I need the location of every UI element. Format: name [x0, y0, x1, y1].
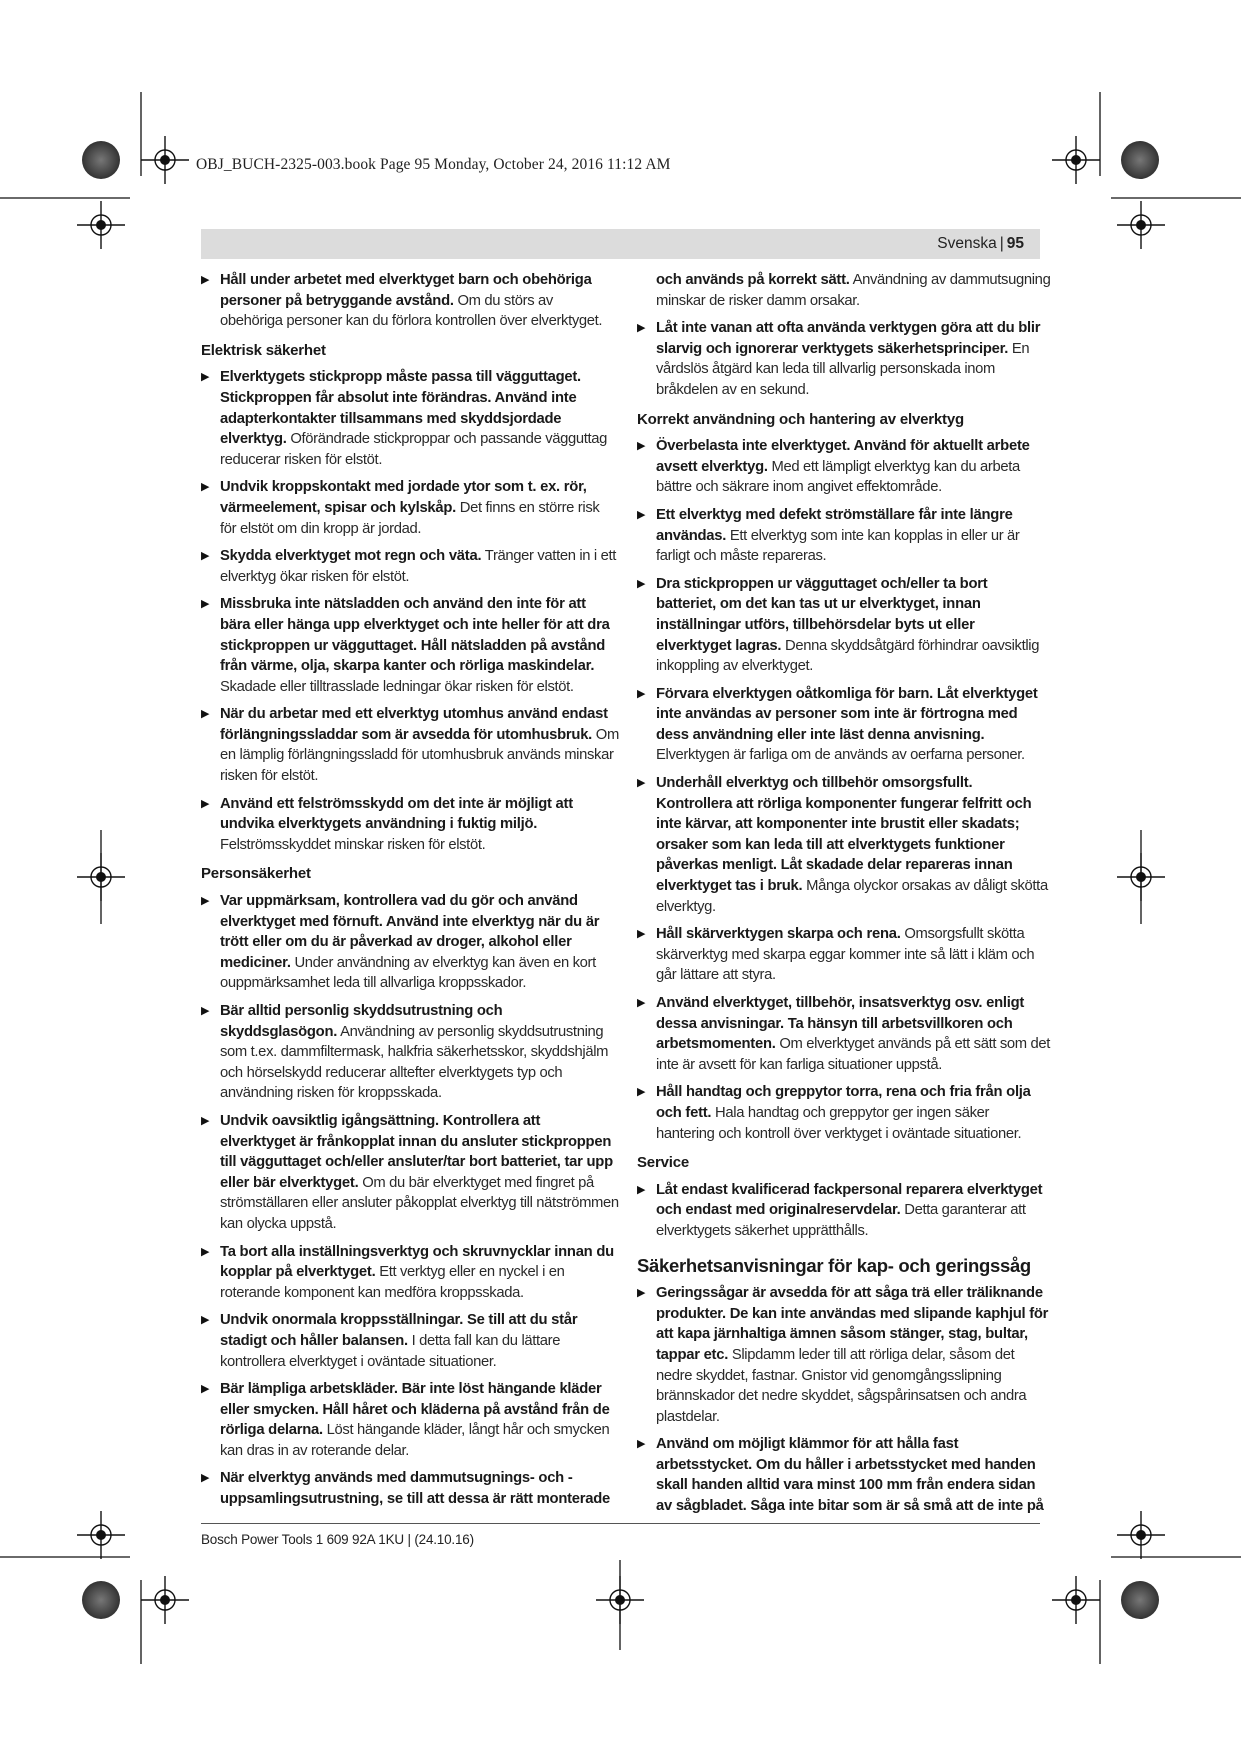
list-item: [201, 1310, 619, 1372]
section-heading: Elektrisk säkerhet: [201, 341, 326, 359]
list-item: [637, 436, 1051, 498]
list-item: [201, 594, 619, 697]
item-text: Omsorgsfullt skötta skärverktyg med skarpa eggar kommer inte så lätt i kläm och går lättare att styra.: [656, 926, 1035, 984]
triangle-right-icon: ▶: [201, 708, 210, 721]
item-bold: Överbelasta inte elverktyget. Använd för aktuellt arbete avsett elverktyg.: [656, 438, 1030, 475]
item-bold: Förvara elverktygen oåtkomliga för barn. Låt elverktyget inte användas av personer som inte är förtrogna med dess användning eller inte läst denna anvisning.: [656, 685, 1038, 743]
list-item: [201, 1111, 619, 1235]
crosshair-registration-icon: [1052, 136, 1100, 184]
crosshair-registration-icon: [77, 201, 125, 249]
item-bold: Underhåll elverktyg och tillbehör omsorgsfullt. Kontrollera att rörliga komponenter fungerar felfritt och inte kärvar, att komponenter inte brustit eller skadats; orsaker som kan leda till att elverktygets funktioner påverkas menligt. Låt skadade delar repareras innan elverktyget tas i bruk.: [656, 775, 1032, 895]
list-item: [637, 924, 1051, 986]
triangle-right-icon: ▶: [201, 598, 210, 611]
item-text: En vårdslös åtgärd kan leda till allvarlig personskada inom bråkdelen av en sekund.: [656, 340, 1030, 398]
item-bold: Undvik kroppskontakt med jordade ytor som t. ex. rör, värmeelement, spisar och kylskåp.: [220, 479, 587, 516]
right-column: [637, 270, 1051, 1524]
triangle-right-icon: ▶: [637, 777, 646, 790]
triangle-right-icon: ▶: [637, 1438, 646, 1451]
list-item: [201, 1242, 619, 1304]
triangle-right-icon: ▶: [201, 797, 210, 810]
item-bold: Låt endast kvalificerad fackpersonal reparera elverktyget och endast med originalreservdelar.: [656, 1181, 1043, 1219]
section-title: Säkerhetsanvisningar för kap- och geringssåg: [637, 1254, 1031, 1276]
list-item: [201, 477, 619, 539]
list-item: [637, 574, 1051, 677]
triangle-right-icon: ▶: [637, 1287, 646, 1300]
item-bold: Undvik oavsiktlig igångsättning. Kontrollera att elverktyget är frånkopplat innan du ansluter stickproppen till vägguttaget och/eller ansluter/tar bort batteriet, tar upp eller bär elverktyget.: [220, 1112, 613, 1191]
halftone-dot-icon: [82, 141, 120, 179]
page-number: 95: [1006, 235, 1024, 252]
item-bold: När elverktyg används med dammutsugnings- och -uppsamlingsutrustning, se till att dessa är rätt monterade: [220, 1470, 611, 1508]
item-text: Under användning av elverktyg kan även en kort ouppmärksamhet leda till allvarliga kroppsskador.: [220, 954, 596, 992]
item-text: Användning av dammutsugning minskar de risker damm orsakar.: [656, 272, 1051, 309]
triangle-right-icon: ▶: [201, 1472, 210, 1485]
item-text: Oförändrade stickproppar och passande vägguttag reducerar risken för elstöt.: [220, 431, 608, 468]
crosshair-registration-icon: [77, 1511, 125, 1559]
item-bold: och används på korrekt sätt.: [656, 272, 850, 288]
item-text: Många olyckor orsakas av dåligt skötta elverktyg.: [656, 878, 1048, 915]
triangle-right-icon: ▶: [201, 550, 210, 563]
triangle-right-icon: ▶: [201, 1383, 210, 1396]
item-text: Om en lämplig förlängningssladd för utomhusbruk används minskar risken för elstöt.: [220, 726, 619, 785]
list-item: [637, 1283, 1051, 1427]
item-text: Om du störs av obehöriga personer kan du förlora kontrollen över elverktyget.: [220, 292, 603, 330]
list-item: [201, 1379, 619, 1461]
item-text: Det finns en större risk för elstöt om din kropp är jordad.: [220, 499, 600, 537]
list-item: [637, 1180, 1051, 1242]
item-bold: Använd elverktyget, tillbehör, insatsverktyg osv. enligt dessa anvisningar. Ta hänsyn till arbetsvillkoren och arbetsmomenten.: [656, 995, 1025, 1053]
item-text: Löst hängande kläder, långt hår och smycken kan dras in av roterande delar.: [220, 1422, 610, 1459]
list-item: [201, 1001, 619, 1104]
intro-item: [201, 270, 619, 332]
crosshair-registration-icon: [141, 136, 189, 184]
section-heading: Korrekt användning och hantering av elverktyg: [637, 410, 964, 428]
item-bold: Håll skärverktygen skarpa och rena.: [656, 926, 901, 943]
item-bold: Skydda elverktyget mot regn och väta.: [220, 548, 482, 565]
item-bold: Låt inte vanan att ofta använda verktygen göra att du blir slarvig och ignorerar verktygets säkerhetsprinciper.: [656, 320, 1041, 357]
item-text: Felströmsskyddet minskar risken för elstöt.: [220, 836, 486, 853]
list-item: [201, 891, 619, 994]
triangle-right-icon: ▶: [637, 1086, 646, 1099]
item-bold: Håll under arbetet med elverktyget barn och obehöriga personer på betryggande avstånd.: [220, 272, 592, 309]
item-text: Om du bär elverktyget med fingret på strömställaren eller ansluter påkopplat elverktyg till nätströmmen kan olycka uppstå.: [220, 1174, 619, 1232]
crosshair-registration-icon: [1117, 201, 1165, 249]
triangle-right-icon: ▶: [637, 1183, 646, 1196]
triangle-right-icon: ▶: [637, 687, 646, 700]
triangle-right-icon: ▶: [637, 997, 646, 1009]
list-item: [637, 505, 1051, 567]
item-bold: Ta bort alla inställningsverktyg och skruvnycklar innan du kopplar på elverktyget.: [220, 1243, 614, 1281]
left-column: [201, 270, 619, 1517]
triangle-right-icon: ▶: [201, 371, 210, 384]
list-item: [201, 704, 619, 786]
item-bold: Håll handtag och greppytor torra, rena och fria från olja och fett.: [656, 1084, 1031, 1121]
item-text: Ett verktyg eller en nyckel i en roterande komponent kan medföra kroppsskada.: [220, 1264, 565, 1301]
item-text: Tränger vatten in i ett elverktyg ökar risken för elstöt.: [220, 548, 617, 585]
triangle-right-icon: ▶: [201, 1005, 210, 1017]
list-item: [637, 318, 1051, 400]
item-text: Elverktygen är farliga om de används av oerfarna personer.: [656, 747, 1025, 764]
triangle-right-icon: ▶: [637, 577, 646, 590]
halftone-dot-icon: [1121, 1581, 1159, 1619]
triangle-right-icon: ▶: [637, 928, 646, 941]
list-item: [637, 773, 1051, 917]
print-slug: OBJ_BUCH-2325-003.book Page 95 Monday, October 24, 2016 11:12 AM: [196, 156, 671, 173]
list-item: [637, 1434, 1051, 1516]
header-separator: |: [999, 235, 1004, 252]
item-bold: Använd om möjligt klämmor för att hålla fast arbetsstycket. Om du håller i arbetsstycket med handen skall handen alltid vara minst 100 mm från endera sidan av sågbladet. Såga inte bitar som är så små att de inte på: [656, 1436, 1044, 1515]
footer-divider: [201, 1523, 1040, 1524]
triangle-right-icon: ▶: [201, 1114, 210, 1127]
list-item: [201, 367, 619, 470]
section-heading: Personsäkerhet: [201, 865, 311, 883]
item-bold: Elverktygets stickpropp måste passa till vägguttaget. Stickproppen får absolut inte förändras. Använd inte adapterkontakter tillsammans med skyddsjordade elverktyg.: [220, 369, 581, 448]
list-item: [201, 794, 619, 856]
item-text: Med ett lämpligt elverktyg kan du arbeta bättre och säkrare inom angivet effektområde.: [656, 458, 1020, 496]
triangle-right-icon: ▶: [637, 440, 646, 453]
item-bold: Bär lämpliga arbetskläder. Bär inte löst hängande kläder eller smycken. Håll håret och kläderna på avstånd från de rörliga delarna.: [220, 1381, 610, 1439]
item-bold: Geringssågar är avsedda för att såga trä eller träliknande produkter. De kan inte användas med slipande kaphjul för att kapa järnhaltiga ämnen såsom stänger, stag, bultar, tappar etc.: [656, 1285, 1049, 1363]
triangle-right-icon: ▶: [637, 508, 646, 521]
triangle-right-icon: ▶: [201, 895, 210, 908]
item-bold: Undvik onormala kroppsställningar. Se till att du står stadigt och håller balansen.: [220, 1312, 578, 1349]
item-text: Slipdamm leder till att rörliga delar, såsom det nedre skyddet, fastnar. Gnistor vid genomgångsslipning brännskador det nedre skyddet, sågspårinsatsen och andra plastdelar.: [656, 1346, 1027, 1425]
triangle-right-icon: ▶: [637, 322, 646, 335]
item-text: Denna skyddsåtgärd förhindrar oavsiktlig inkoppling av elverktyget.: [656, 637, 1040, 675]
item-text: Hala handtag och greppytor ger ingen säker hantering och kontroll över verktyget i oväntade situationer.: [656, 1104, 1022, 1142]
crosshair-registration-icon: [1117, 1511, 1165, 1559]
item-bold: Använd ett felströmsskydd om det inte är möjligt att undvika elverktygets användning i fuktig miljö.: [220, 795, 573, 833]
halftone-dot-icon: [82, 1581, 120, 1619]
page-footer: Bosch Power Tools 1 609 92A 1KU | (24.10.16): [201, 1532, 474, 1547]
item-text: Detta garanterar att elverktygets säkerhet upprätthålls.: [656, 1202, 1026, 1239]
crosshair-registration-icon: [1052, 1576, 1100, 1624]
item-bold: Bär alltid personlig skyddsutrustning och skyddsglasögon.: [220, 1003, 503, 1040]
item-bold: Dra stickproppen ur vägguttaget och/eller ta bort batteriet, om det kan tas ut ur elverktyget, innan inställningar utförs, tillbehörsdelar byts ut eller elverktyget lagras.: [656, 575, 988, 654]
item-bold: Missbruka inte nätsladden och använd den inte för att bära eller hänga upp elverktyget och inte heller för att dra stickproppen ur vägguttaget. Håll nätsladden på avstånd från värme, olja, skarpa kanter och rörliga maskindelar.: [220, 596, 610, 675]
header-text: [937, 235, 1024, 253]
item-bold: Var uppmärksam, kontrollera vad du gör och använd elverktyget med förnuft. Använd inte elverktyg när du är trött eller om du är påverkad av droger, alkohol eller mediciner.: [220, 893, 600, 971]
triangle-right-icon: ▶: [201, 1245, 210, 1258]
item-bold: När du arbetar med ett elverktyg utomhus använd endast förlängningssladdar som är avsedda för utomhusbruk.: [220, 706, 608, 743]
triangle-right-icon: ▶: [201, 1314, 210, 1327]
triangle-right-icon: ▶: [201, 274, 210, 286]
triangle-right-icon: ▶: [201, 481, 210, 494]
list-item: [637, 993, 1051, 1075]
list-item: [201, 546, 619, 587]
section-heading: Service: [637, 1154, 689, 1172]
continuation-text: [637, 270, 1051, 311]
page-header: [201, 229, 1040, 259]
item-text: Ett elverktyg som inte kan kopplas in eller ur är farligt och måste repareras.: [656, 527, 1020, 565]
list-item: [637, 1082, 1051, 1144]
item-text: Användning av personlig skyddsutrustning som t.ex. dammfiltermask, halkfria säkerhetsskor, skyddshjälm och hörselskydd reducerar alltefter elverktygets typ och användning risken för kroppsskada.: [220, 1023, 609, 1102]
item-text: I detta fall kan du lättare kontrollera elverktyget i oväntade situationer.: [220, 1332, 561, 1370]
item-text: Skadade eller tilltrasslade ledningar ökar risken för elstöt.: [220, 678, 574, 695]
crosshair-registration-icon: [141, 1576, 189, 1624]
list-item: [201, 1468, 619, 1509]
item-bold: Ett elverktyg med defekt strömställare får inte längre användas.: [656, 506, 1013, 544]
item-text: Om elverktyget används på ett sätt som det inte är avsett för kan farliga situationer uppstå.: [656, 1036, 1051, 1073]
header-language: Svenska: [937, 235, 997, 252]
halftone-dot-icon: [1121, 141, 1159, 179]
list-item: [637, 684, 1051, 766]
